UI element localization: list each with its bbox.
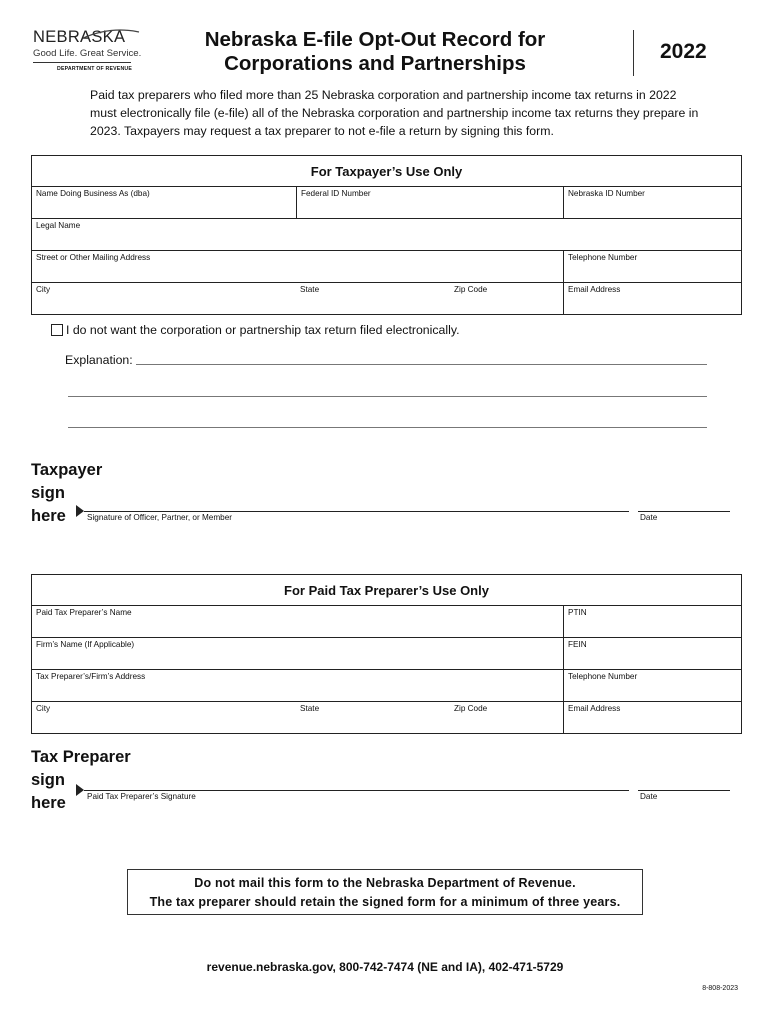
preparer-email-field[interactable] [563, 702, 741, 733]
preparer-sign-heading-line2: sign [31, 771, 65, 789]
form-year: 2022 [660, 40, 707, 63]
street-field[interactable] [32, 251, 563, 282]
preparer-telephone-field[interactable] [563, 670, 741, 701]
form-title [160, 28, 590, 76]
preparer-row-name [32, 606, 741, 638]
preparer-city-label: City [36, 704, 51, 713]
telephone-label: Telephone Number [568, 253, 638, 262]
optout-label: I do not want the corporation or partnership tax return filed electronically. [66, 323, 460, 337]
telephone-field[interactable] [563, 251, 741, 282]
preparer-section-heading: For Paid Tax Preparer’s Use Only [32, 575, 741, 606]
explanation-line-1[interactable] [136, 364, 707, 365]
taxpayer-row-address [32, 251, 741, 283]
ptin-field[interactable] [563, 606, 741, 637]
firm-name-label: Firm’s Name (If Applicable) [36, 640, 135, 649]
taxpayer-signature-line[interactable] [84, 511, 629, 512]
preparer-sign-heading-line3: here [31, 794, 66, 812]
title-divider [633, 30, 634, 76]
sign-here-arrow-icon [76, 505, 84, 517]
taxpayer-date-label: Date [640, 513, 658, 522]
preparer-address-label: Tax Preparer’s/Firm’s Address [36, 672, 146, 681]
legal-name-field[interactable] [32, 219, 741, 250]
preparer-zip-field[interactable] [450, 702, 563, 733]
taxpayer-row-ids [32, 187, 741, 219]
nebraska-id-field[interactable] [563, 187, 741, 218]
logo-tagline: Good Life. Great Service. [33, 48, 142, 59]
fein-label: FEIN [568, 640, 587, 649]
federal-id-field[interactable] [296, 187, 563, 218]
preparer-state-field[interactable] [296, 702, 450, 733]
form-title-line2: Corporations and Partnerships [224, 52, 526, 75]
preparer-state-label: State [300, 704, 320, 713]
retention-notice [127, 869, 643, 915]
logo-swoosh-icon [81, 26, 141, 40]
preparer-signature-label: Paid Tax Preparer’s Signature [87, 792, 196, 801]
fein-field[interactable] [563, 638, 741, 669]
preparer-zip-label: Zip Code [454, 704, 488, 713]
notice-line1: Do not mail this form to the Nebraska Department of Revenue. [194, 876, 576, 890]
taxpayer-row-legal-name [32, 219, 741, 251]
preparer-sign-heading-line1: Tax Preparer [31, 748, 131, 766]
city-field[interactable] [32, 283, 296, 314]
intro-paragraph: Paid tax preparers who filed more than 25 Nebraska corporation and partnership income tax returns in 2022 must electronically file (e-file) all of the Nebraska corporation and partnership income tax returns they prepare in 2023. Taxpayers may request a tax preparer to not e-file a return by signing this form. [90, 88, 699, 138]
explanation-label: Explanation: [65, 353, 133, 367]
preparer-address-field[interactable] [32, 670, 563, 701]
zip-label: Zip Code [454, 285, 488, 294]
preparer-row-address [32, 670, 741, 702]
preparer-row-city [32, 702, 741, 734]
logo-wordmark: NEBRASKA [33, 28, 126, 46]
preparer-section [31, 574, 742, 734]
preparer-telephone-label: Telephone Number [568, 672, 638, 681]
street-label: Street or Other Mailing Address [36, 253, 151, 262]
contact-info: revenue.nebraska.gov, 800-742-7474 (NE and IA), 402-471-5729 [206, 960, 564, 974]
taxpayer-signature-label: Signature of Officer, Partner, or Member [87, 513, 233, 522]
legal-name-label: Legal Name [36, 221, 81, 230]
logo-divider [33, 62, 131, 63]
preparer-name-label: Paid Tax Preparer’s Name [36, 608, 132, 617]
preparer-signature-line[interactable] [84, 790, 629, 791]
nebraska-id-label: Nebraska ID Number [568, 189, 645, 198]
form-title-line1: Nebraska E-file Opt-Out Record for [204, 28, 546, 51]
optout-checkbox[interactable] [51, 324, 63, 336]
optout-option [51, 323, 459, 337]
ptin-label: PTIN [568, 608, 587, 617]
taxpayer-sign-heading-line3: here [31, 507, 66, 525]
state-field[interactable] [296, 283, 450, 314]
taxpayer-sign-heading-line1: Taxpayer [31, 461, 103, 479]
preparer-date-line[interactable] [638, 790, 730, 791]
taxpayer-section [31, 155, 742, 315]
preparer-row-firm [32, 638, 741, 670]
explanation-line-2[interactable] [68, 396, 707, 397]
federal-id-label: Federal ID Number [301, 189, 371, 198]
dba-label: Name Doing Business As (dba) [36, 189, 150, 198]
taxpayer-sign-heading-line2: sign [31, 484, 65, 502]
zip-field[interactable] [450, 283, 563, 314]
preparer-email-label: Email Address [568, 704, 621, 713]
email-field[interactable] [563, 283, 741, 314]
state-label: State [300, 285, 320, 294]
notice-line2: The tax preparer should retain the signed form for a minimum of three years. [149, 895, 621, 909]
taxpayer-row-city [32, 283, 741, 315]
city-label: City [36, 285, 51, 294]
firm-name-field[interactable] [32, 638, 563, 669]
taxpayer-date-line[interactable] [638, 511, 730, 512]
preparer-name-field[interactable] [32, 606, 563, 637]
preparer-sign-heading [31, 746, 131, 815]
dba-field[interactable] [32, 187, 296, 218]
taxpayer-section-heading: For Taxpayer’s Use Only [32, 156, 741, 187]
preparer-sign-here-arrow-icon [76, 784, 84, 796]
preparer-city-field[interactable] [32, 702, 296, 733]
explanation-line-3[interactable] [68, 427, 707, 428]
preparer-date-label: Date [640, 792, 658, 801]
email-label: Email Address [568, 285, 621, 294]
logo-department: DEPARTMENT OF REVENUE [57, 66, 133, 72]
nebraska-revenue-logo [31, 26, 142, 78]
form-number: 8-808-2023 [702, 985, 738, 992]
